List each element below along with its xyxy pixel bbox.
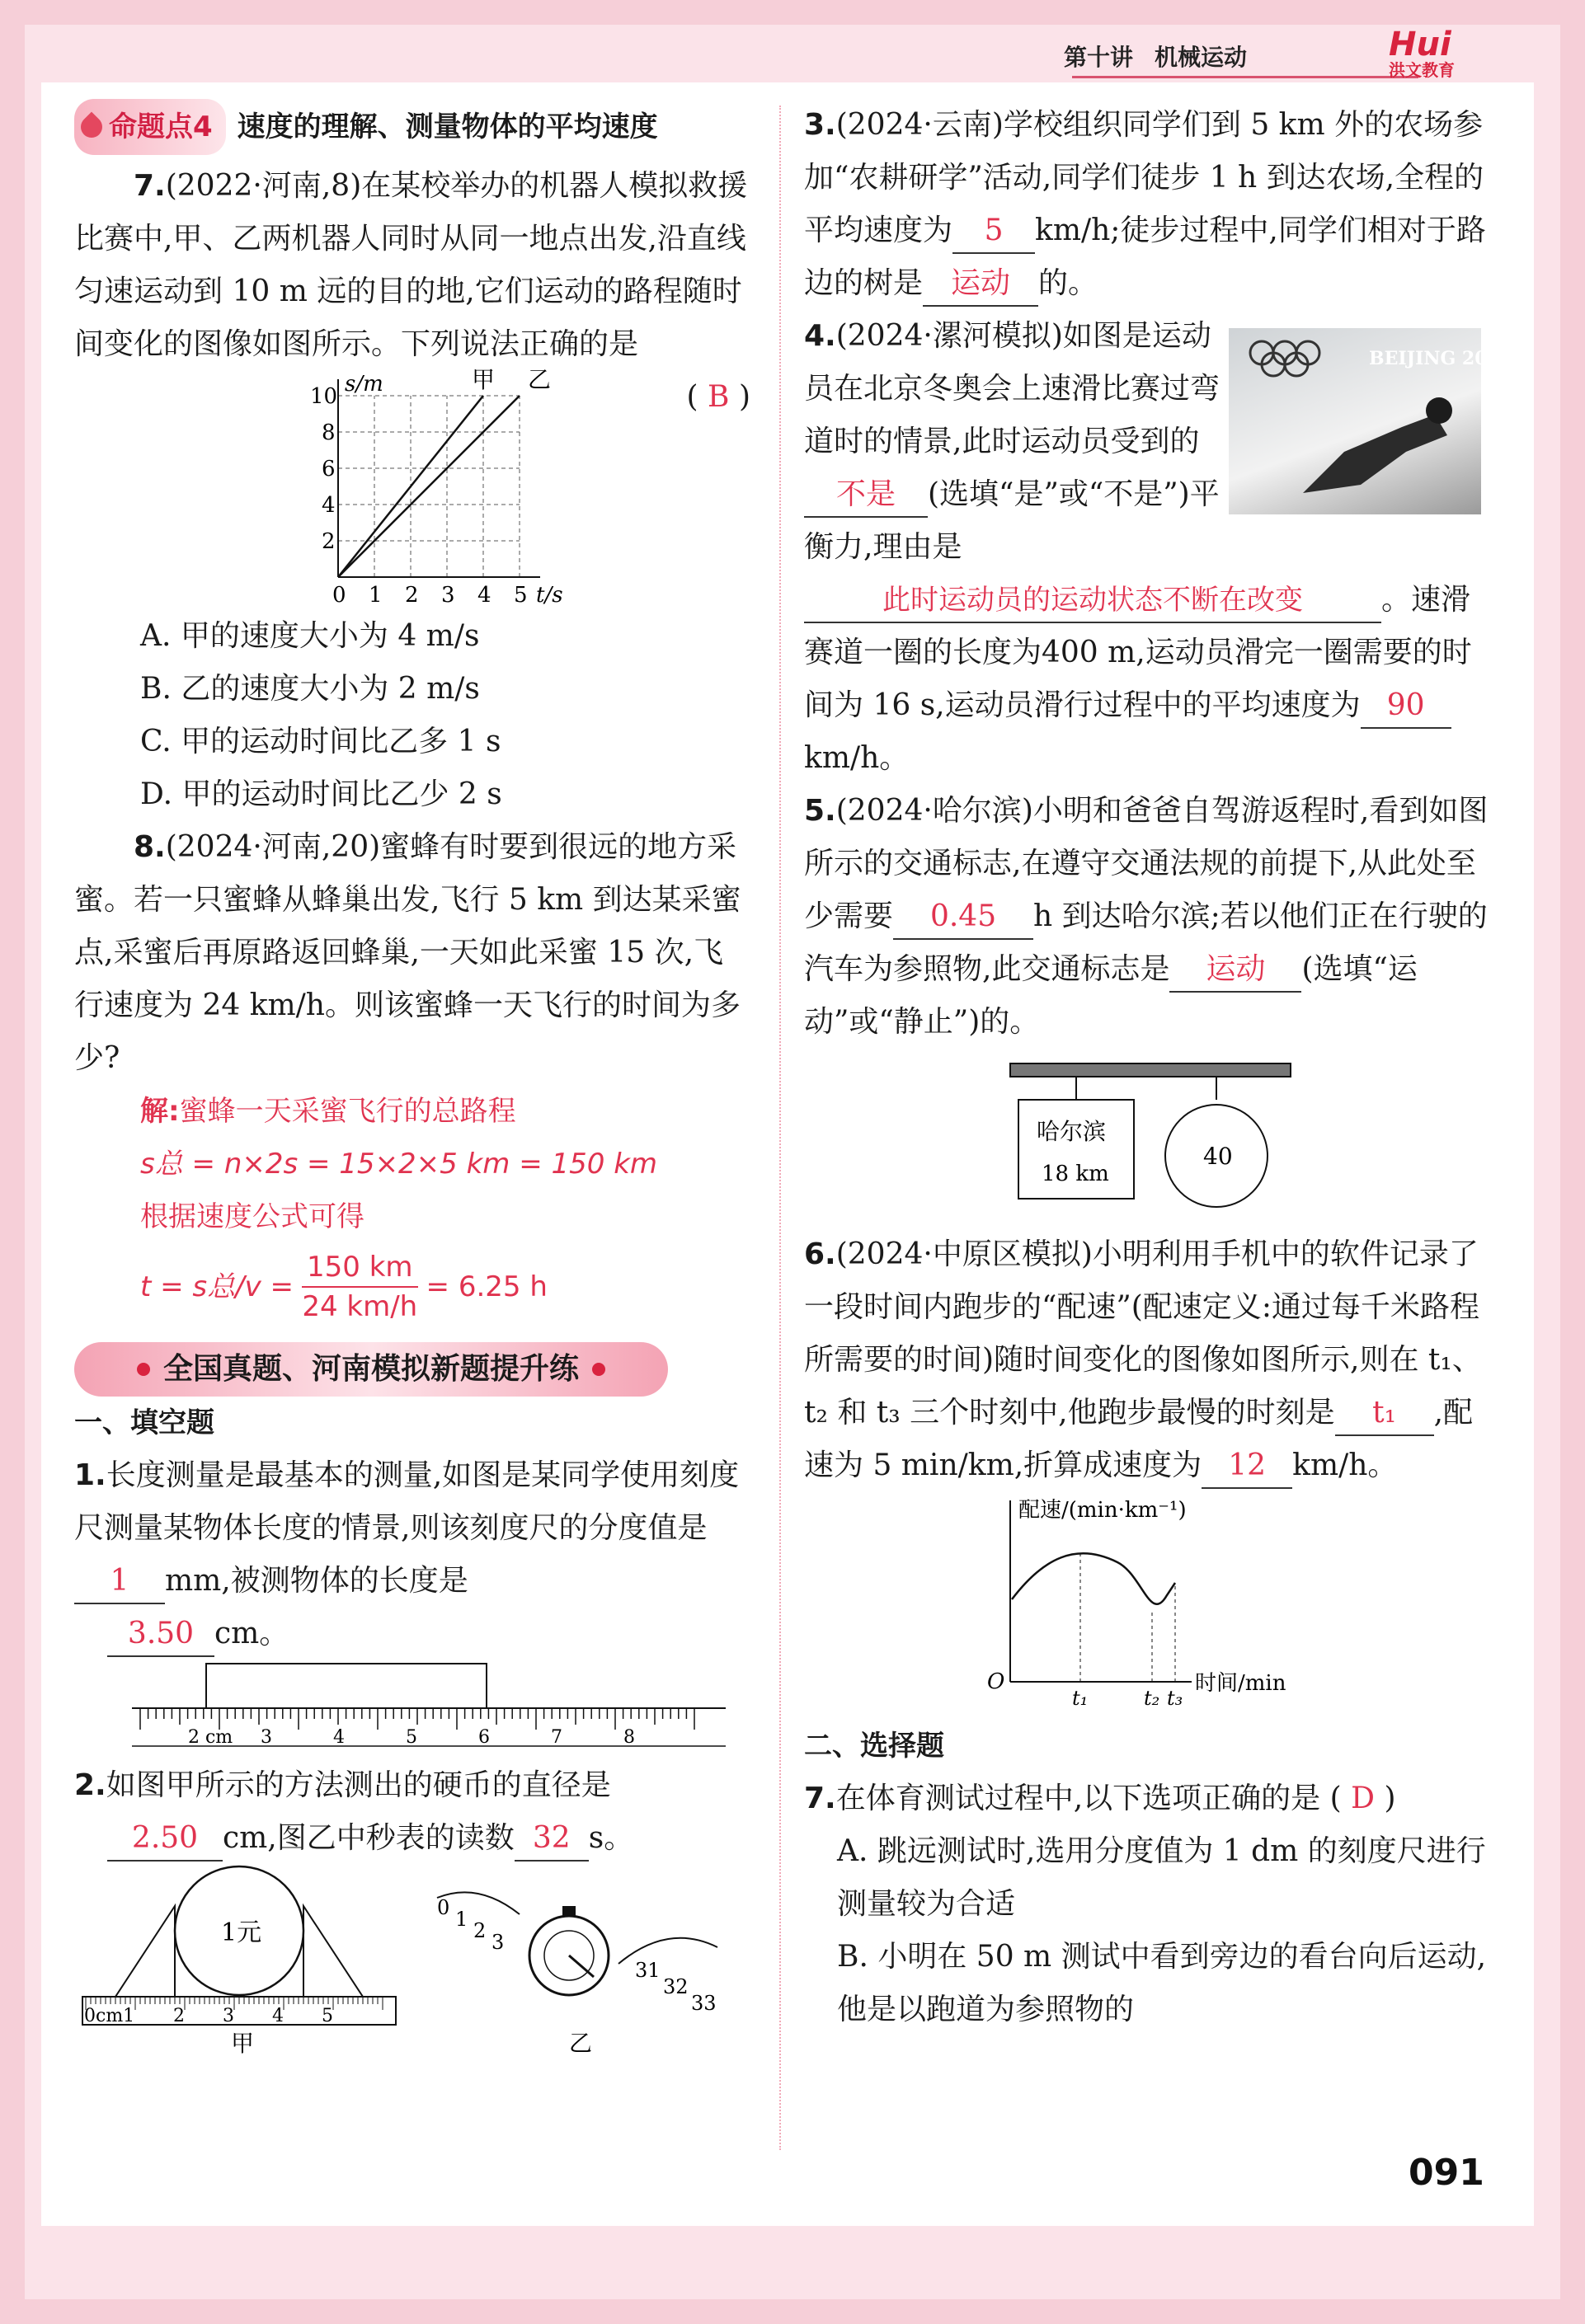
- series-line-2: [338, 396, 520, 577]
- large-dial-label: 31: [635, 1959, 661, 1982]
- y-tick-label: 2: [322, 529, 336, 554]
- small-dial-label: 3: [491, 1931, 505, 1954]
- triangle-ruler-right: [303, 1906, 363, 1997]
- pace-y-label: 配速/(min·km⁻¹): [1018, 1498, 1187, 1523]
- y-tick-label: 6: [322, 457, 336, 481]
- large-dial-label: 32: [663, 1975, 689, 1998]
- question-4: 4.(2024·漯河模拟)如图是运动员在北京冬奥会上速滑比赛过弯道时的情景,此时运动员受到的 不是 (选填“是”或“不是”)平衡力,理由是此时运动员的运动状态不断在改变 。速滑赛道一圈的长度为400 m,运动员滑完一圈需要的时间为 16 s,运动员滑行过程中的平均速度为 90km/h。: [804, 319, 1472, 775]
- small-dial-label: 2: [473, 1919, 487, 1942]
- series-line-1: [338, 396, 483, 577]
- bullet-icon: [592, 1363, 605, 1376]
- question-8: 8.(2024·河南,20)蜜蜂有时要到很远的地方采蜜。若一只蜜蜂从蜂巢出发,飞行 5 km 到达某采蜜点,采蜜后再原路返回蜂巢,一天如此采蜜 15 次,飞行速度为 24 km/h。则该蜜蜂一天飞行的时间为多少?: [74, 830, 741, 1075]
- x-tick-label: 2: [405, 583, 419, 608]
- y-tick-label: 8: [322, 420, 336, 445]
- pace-x-label: 时间/min: [1195, 1671, 1286, 1696]
- topic-title: 速度的理解、测量物体的平均速度: [237, 110, 658, 143]
- fill-question-1: 1.长度测量是最基本的测量,如图是某同学使用刻度尺测量某物体长度的情景,则该刻度尺的分度值是1 mm,被测物体的长度是 3.50 cm。: [74, 1449, 750, 1660]
- speed-skating-photo: [1229, 328, 1513, 514]
- figure-label-b: 乙: [569, 2030, 593, 2057]
- ruler-label: 7: [551, 1727, 562, 1748]
- speed-limit-value: 40: [1203, 1143, 1233, 1170]
- droplet-icon: [77, 112, 107, 143]
- series-label: 乙: [528, 366, 552, 393]
- coin-label: 1元: [221, 1918, 262, 1947]
- q7-answer: B: [708, 380, 730, 414]
- length-ruler-figure: [132, 1660, 726, 1751]
- topic-tag: 命题点4: [74, 99, 226, 155]
- section-banner: 全国真题、河南模拟新题提升练: [74, 1342, 668, 1397]
- ruler-label: 5: [406, 1727, 417, 1748]
- time-marker-label: t₂: [1144, 1687, 1160, 1710]
- ruler-label: 4: [333, 1727, 345, 1748]
- traffic-sign-figure: [804, 1057, 1497, 1222]
- sign-city: 哈尔滨: [1037, 1118, 1107, 1145]
- pace-origin: O: [987, 1669, 1005, 1694]
- fill-heading: 一、填空题: [74, 1406, 214, 1439]
- choice-heading: 二、选择题: [804, 1730, 944, 1763]
- ruler-label: 3: [261, 1727, 272, 1748]
- bullet-icon: [137, 1363, 150, 1376]
- column-divider: [779, 106, 781, 2150]
- lecture-number: 第十讲: [1064, 44, 1134, 71]
- small-dial-label: 1: [455, 1908, 468, 1931]
- q7-options: [74, 610, 750, 821]
- ruler-label: 6: [478, 1727, 490, 1748]
- photo-caption: BEIJING 2022: [1369, 348, 1513, 369]
- coin-ruler-label: 5: [322, 2006, 333, 2026]
- question-5: 5.(2024·哈尔滨)小明和爸爸自驾游返程时,看到如图所示的交通标志,在遵守交通法规的前提下,从此处至少需要 0.45 h 到达哈尔滨;若以他们正在行驶的汽车为参照物,此交通标志是 运动 (选填“运动”或“静止”)的。: [804, 794, 1489, 1039]
- y-tick-label: 10: [310, 384, 338, 409]
- fill-question-2: 2.如图甲所示的方法测出的硬币的直径是 2.50 cm,图乙中秒表的读数 32 s。: [74, 1759, 750, 1865]
- choice-q7-options: [804, 1825, 1497, 2036]
- coin-ruler-label: 0cm1: [84, 2006, 135, 2026]
- coin-ruler-label: 4: [272, 2006, 284, 2026]
- pace-time-graph: [804, 1492, 1497, 1710]
- choice-option-a: A. 跳远测试时,选用分度值为 1 dm 的刻度尺进行测量较为合适: [837, 1834, 1486, 1921]
- large-dial-label: 33: [691, 1992, 717, 2015]
- pace-curve: [1012, 1553, 1175, 1604]
- x-tick-label: 1: [369, 583, 383, 608]
- time-marker-label: t₁: [1072, 1687, 1089, 1710]
- question-3: 3.(2024·云南)学校组织同学们到 5 km 外的农场参加“农耕研学”活动,同学们徒步 1 h 到达农场,全程的平均速度为 5 km/h;徒步过程中,同学们相对于路边的树是 运动 的。: [804, 99, 1497, 310]
- sign-distance: 18 km: [1042, 1162, 1109, 1186]
- skater-illustration: [1229, 328, 1513, 514]
- x-tick-label: 3: [441, 583, 455, 608]
- q7-option-d: D. 甲的运动时间比乙少 2 s: [140, 777, 502, 811]
- chapter-title: 机械运动: [1155, 44, 1248, 71]
- choice-question-7: 7.在体育测试过程中,以下选项正确的是 ( D ): [804, 1782, 1396, 1815]
- topic-heading: [74, 99, 750, 155]
- coin-ruler-label: 3: [223, 2006, 234, 2026]
- q8-solution: 解:蜜蜂一天采蜜飞行的总路程 s总 = n×2s = 15×2×5 km = 150 km 根据速度公式可得 t = s总/v = $\frac{150 km}{24 km/h}$ = 6.25 h: [140, 1095, 658, 1323]
- coin-and-stopwatch-figure: [74, 1865, 750, 2057]
- choice-option-b: B. 小明在 50 m 测试中看到旁边的看台向后运动,他是以跑道为参照物的: [837, 1940, 1487, 2026]
- distance-time-graph: [289, 366, 586, 610]
- large-dial-arc: [618, 1938, 717, 1964]
- y-tick-label: 4: [322, 493, 336, 518]
- measured-object: [206, 1664, 487, 1708]
- q7-option-c: C. 甲的运动时间比乙多 1 s: [140, 725, 501, 758]
- page-number: 091: [1409, 2152, 1484, 2194]
- ruler-label: 8: [623, 1727, 635, 1748]
- left-column: [74, 99, 750, 2057]
- figure-label-a: 甲: [231, 2030, 255, 2057]
- question-6: 6.(2024·中原区模拟)小明利用手机中的软件记录了一段时间内跑步的“配速”(配速定义:通过每千米路程所需要的时间)随时间变化的图像如图所示,则在 t₁、t₂ 和 t₃ 三个时刻中,他跑步最慢的时刻是 t₁ ,配速为 5 min/km,折算成速度为 12 km/h。: [804, 1228, 1497, 1492]
- x-tick-label: 5: [514, 583, 528, 608]
- coin-ruler-label: 2: [173, 2006, 185, 2026]
- publisher-logo: Hui 洪文教育: [1389, 26, 1455, 80]
- ruler-label: 2 cm: [188, 1727, 233, 1748]
- y-axis-label: s/m: [345, 372, 383, 397]
- small-dial-label: 0: [437, 1896, 450, 1919]
- triangle-ruler-left: [115, 1906, 175, 1997]
- x-axis-label: t/s: [536, 583, 563, 608]
- sign-beam: [1010, 1063, 1291, 1077]
- stopwatch-crown: [562, 1906, 576, 1916]
- x-tick-label: 0: [332, 583, 346, 608]
- series-label: 甲: [472, 366, 496, 393]
- q7-option-b: B. 乙的速度大小为 2 m/s: [140, 672, 480, 706]
- q7-option-a: A. 甲的速度大小为 4 m/s: [140, 619, 480, 653]
- stopwatch-hand: [569, 1955, 594, 1977]
- choice-q7-answer: D: [1351, 1782, 1375, 1815]
- time-marker-label: t₃: [1167, 1687, 1183, 1710]
- header-underline: [1072, 76, 1418, 78]
- question-7: 7.(2022·河南,8)在某校举办的机器人模拟救援比赛中,甲、乙两机器人同时从同一地点出发,沿直线匀速运动到 10 m 远的目的地,它们运动的路程随时间变化的图像如图所示。下列说法正确的是 ( B ): [74, 169, 750, 414]
- x-tick-label: 4: [477, 583, 491, 608]
